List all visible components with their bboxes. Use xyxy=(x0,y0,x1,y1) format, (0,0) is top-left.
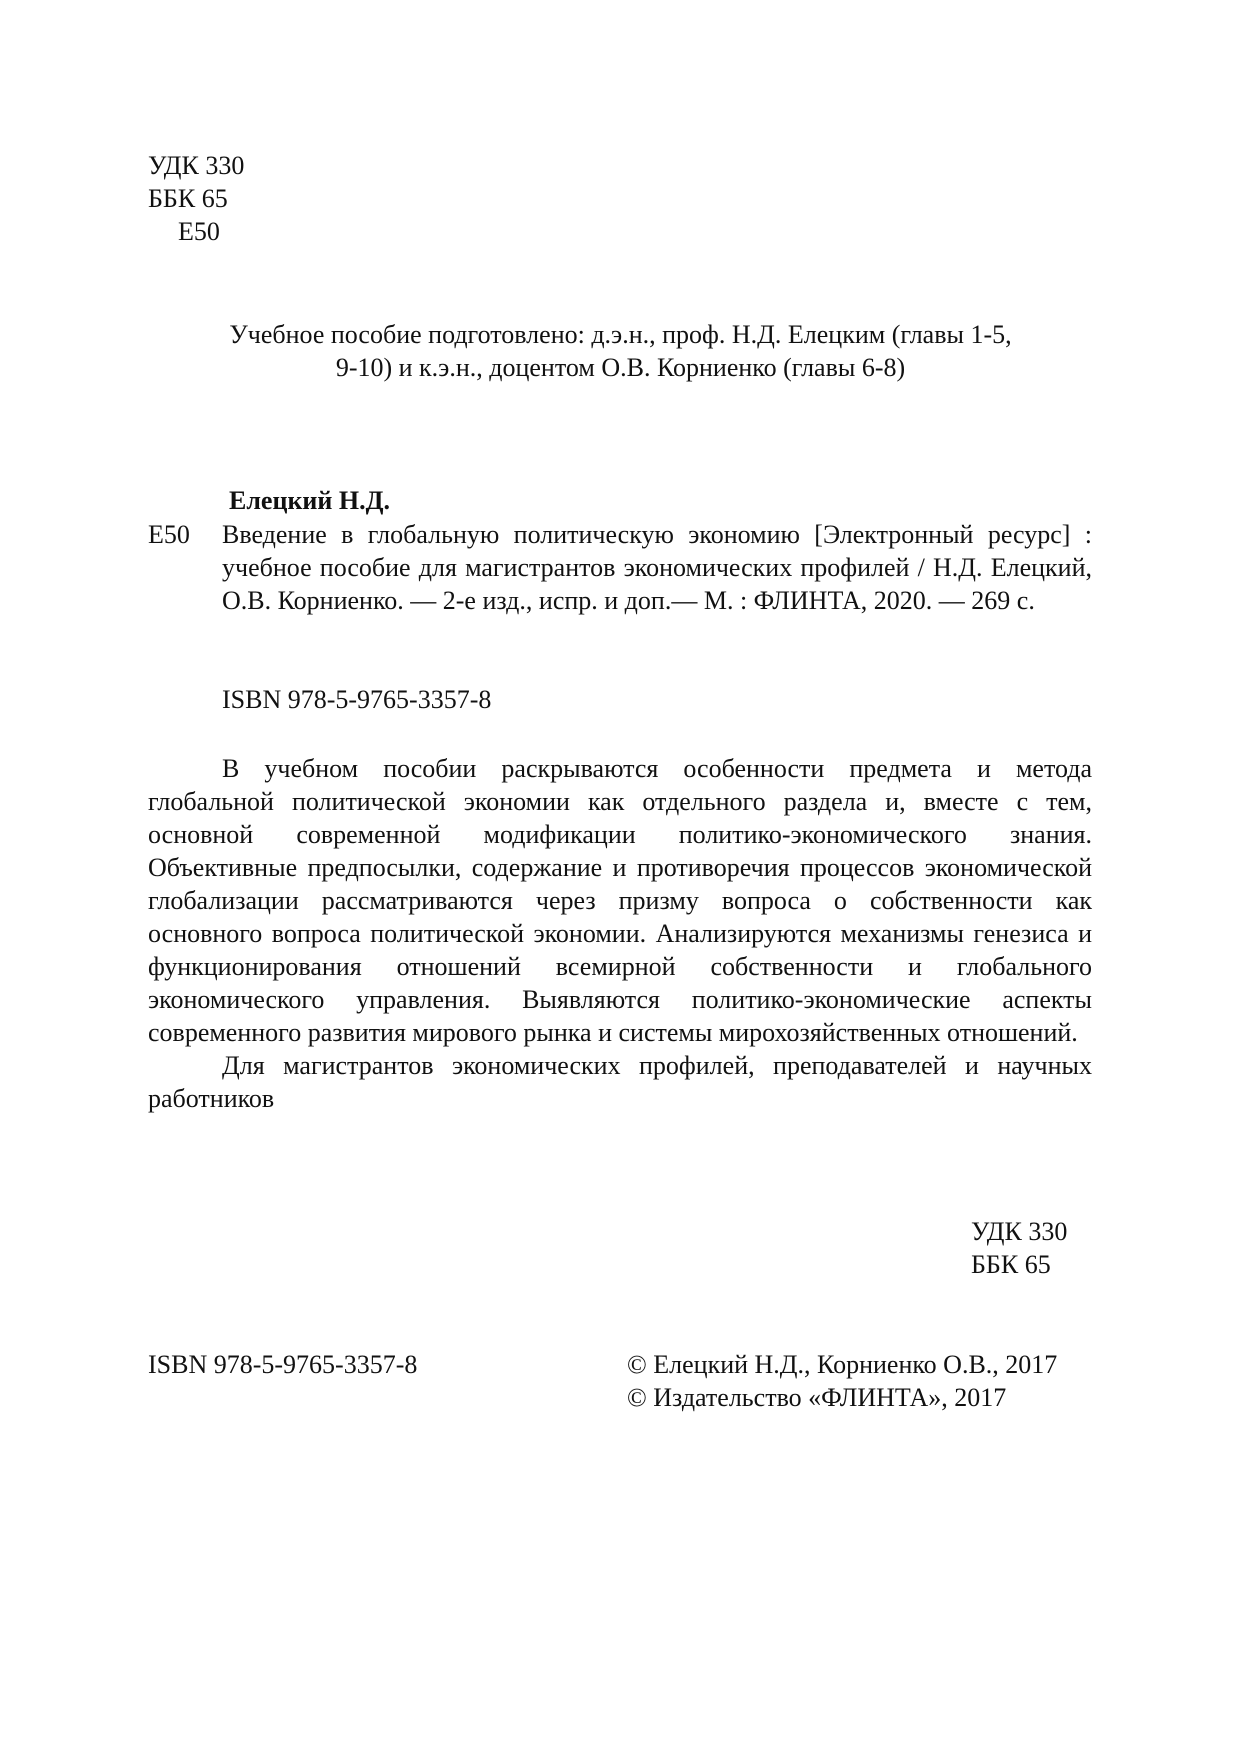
top-bbk-code: ББК 65 xyxy=(148,184,228,213)
copyright-block xyxy=(627,1348,1057,1414)
bottom-bbk-code: ББК 65 xyxy=(971,1250,1051,1279)
prepared-by-line-2: 9-10) и к.э.н., доцентом О.В. Корниенко (главы 6-8) xyxy=(335,353,906,382)
catalog-author-sign: Е50 xyxy=(148,520,190,549)
catalog-author-heading: Елецкий Н.Д. xyxy=(229,486,391,515)
top-classification-block xyxy=(148,149,244,248)
prepared-by-line-1: Учебное пособие подготовлено: д.э.н., проф. Н.Д. Елецким (главы 1-5, xyxy=(229,320,1012,349)
bottom-classification-block xyxy=(971,1215,1067,1281)
bottom-udk-code: УДК 330 xyxy=(971,1217,1068,1246)
annotation xyxy=(148,752,1092,1115)
audience-paragraph: Для магистрантов экономических профилей, преподавателей и научных работников xyxy=(148,1051,1092,1113)
footer-isbn: ISBN 978-5-9765-3357-8 xyxy=(148,1350,418,1379)
top-udk-code: УДК 330 xyxy=(148,151,245,180)
prepared-by-note xyxy=(148,318,1093,384)
copyright-authors: © Елецкий Н.Д., Корниенко О.В., 2017 xyxy=(627,1350,1058,1379)
copyright-publisher: © Издательство «ФЛИНТА», 2017 xyxy=(627,1383,1007,1412)
bibliographic-citation: Введение в глобальную политическую экономию [Электронный ресурс] : учебное пособие для магистрантов экономических профилей / Н.Д. Елецкий, О.В. Корниенко. — 2-е изд., испр. и доп.— М. : ФЛИНТА, 2020. — 269 с. xyxy=(222,520,1092,615)
top-author-sign: Е50 xyxy=(178,217,220,246)
annotation-paragraph: В учебном пособии раскрываются особенности предмета и метода глобальной политической экономии как отдельного раздела и, вместе с тем, основной современной модификации политико-экономического знания. Объективные предпосылки, содержание и противоречия процессов экономической глобализации рассматриваются через призму вопроса о собственности как основного вопроса политической экономии. Анализируются механизмы генезиса и функционирования отношений всемирной собственности и глобального экономического управления. Выявляются политико-экономические аспекты современного развития мирового рынка и системы мирохозяйственных отношений. xyxy=(148,754,1092,1047)
catalog-isbn: ISBN 978-5-9765-3357-8 xyxy=(222,685,492,714)
